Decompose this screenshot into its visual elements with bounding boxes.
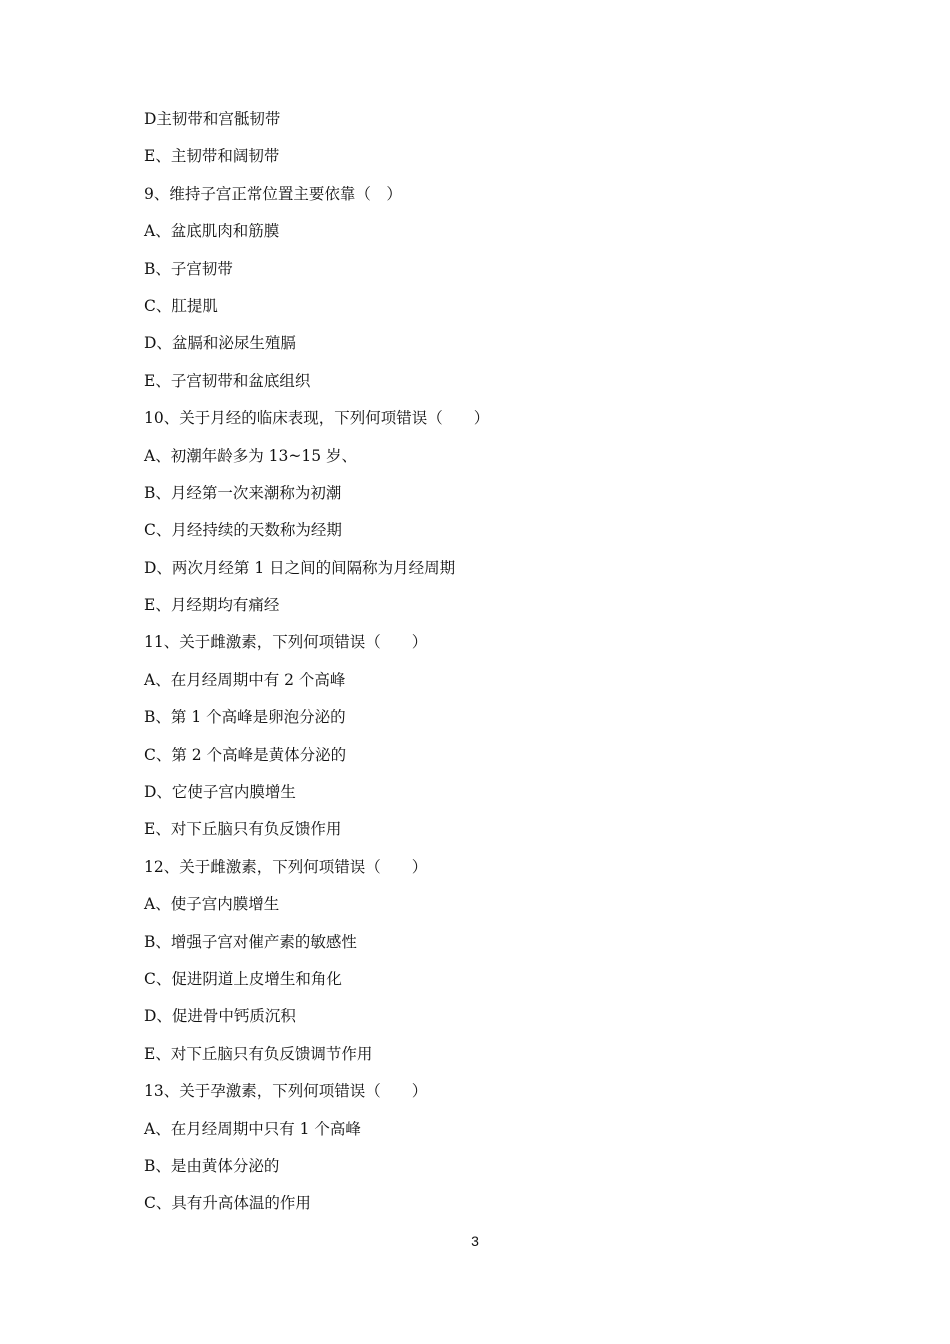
option-c: C、月经持续的天数称为经期 [144, 521, 342, 540]
question-10: 10、关于月经的临床表现，下列何项错误（ ） [144, 409, 490, 428]
option-a: A、使子宫内膜增生 [144, 895, 280, 914]
text-line: E、主韧带和阔韧带 [144, 147, 280, 166]
question-text-block [144, 107, 844, 1229]
option-c: C、第 2 个高峰是黄体分泌的 [144, 745, 347, 764]
option-b: B、子宫韧带 [144, 259, 233, 278]
question-11: 11、关于雌激素，下列何项错误（ ） [144, 633, 428, 652]
option-a: A、在月经周期中有 2 个高峰 [144, 670, 346, 689]
option-a: A、盆底肌肉和筋膜 [144, 222, 280, 241]
option-d: D、促进骨中钙质沉积 [144, 1007, 296, 1026]
option-e: E、对下丘脑只有负反馈调节作用 [144, 1044, 373, 1063]
option-d: D、两次月经第 1 日之间的间隔称为月经周期 [144, 558, 456, 577]
option-e: E、对下丘脑只有负反馈作用 [144, 820, 342, 839]
option-e: E、月经期均有痛经 [144, 596, 280, 615]
option-b: B、月经第一次来潮称为初潮 [144, 483, 342, 502]
option-d: D、它使子宫内膜增生 [144, 783, 296, 802]
option-c: C、促进阴道上皮增生和角化 [144, 969, 342, 988]
option-d: D、盆膈和泌尿生殖膈 [144, 334, 296, 353]
text-line: D主韧带和宫骶韧带 [144, 110, 281, 128]
option-c: C、具有升高体温的作用 [144, 1194, 311, 1213]
question-9: 9、维持子宫正常位置主要依靠（ ） [144, 184, 402, 203]
option-a: A、初潮年龄多为 13~15 岁、 [144, 446, 357, 465]
option-a: A、在月经周期中只有 1 个高峰 [144, 1119, 361, 1138]
option-e: E、子宫韧带和盆底组织 [144, 371, 311, 390]
question-13: 13、关于孕激素，下列何项错误（ ） [144, 1082, 428, 1101]
option-b: B、第 1 个高峰是卵泡分泌的 [144, 708, 346, 727]
option-b: B、是由黄体分泌的 [144, 1156, 280, 1175]
question-12: 12、关于雌激素，下列何项错误（ ） [144, 857, 428, 876]
page-number: 3 [471, 1233, 479, 1249]
option-c: C、肛提肌 [144, 296, 218, 315]
option-b: B、增强子宫对催产素的敏感性 [144, 932, 357, 951]
